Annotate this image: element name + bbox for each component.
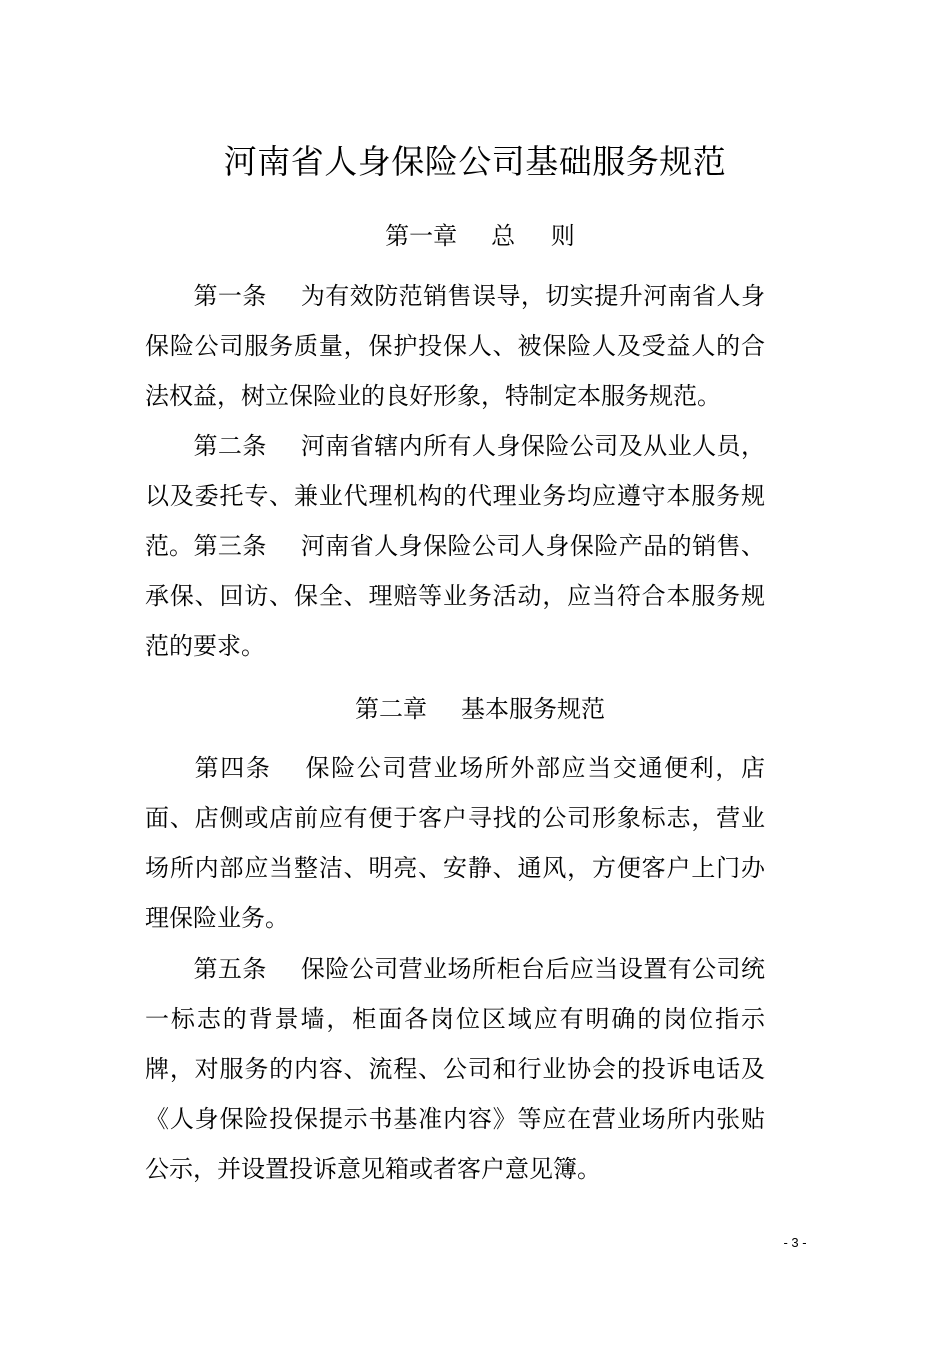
article-text: 保险公司营业场所外部应当交通便利，店面、店侧或店前应有便于客户寻找的公司形象标志，营业场所内部应当整洁、明亮、安静、通风，方便客户上门办理保险业务。 <box>145 754 766 932</box>
article-label: 第一条 <box>193 282 267 310</box>
chapter-title: 总 则 <box>491 222 589 250</box>
article-text: 为有效防范销售误导，切实提升河南省人身保险公司服务质量，保护投保人、被保险人及受益人的合法权益，树立保险业的良好形象，特制定本服务规范。 <box>145 282 766 410</box>
article-label: 第五条 <box>193 955 267 983</box>
chapter-label: 第二章 <box>355 695 427 723</box>
article-1 <box>145 271 765 421</box>
article-label: 第四条 <box>193 754 272 782</box>
chapter-title: 基本服务规范 <box>461 695 605 723</box>
article-5 <box>145 944 765 1194</box>
article-label: 第二条 <box>193 432 267 460</box>
article-4 <box>145 743 765 943</box>
page-number: - 3 - <box>783 1235 807 1250</box>
article-text: 保险公司营业场所柜台后应当设置有公司统一标志的背景墙，柜面各岗位区域应有明确的岗位指示牌，对服务的内容、流程、公司和行业协会的投诉电话及《人身保险投保提示书基准内容》等应在营业场所内张贴公示，并设置投诉意见箱或者客户意见簿。 <box>145 955 766 1183</box>
article-label: 第三条 <box>193 532 267 560</box>
article-3 <box>145 521 765 671</box>
chapter-heading-1 <box>12 219 950 253</box>
chapter-label: 第一章 <box>385 222 458 250</box>
document-title: 河南省人身保险公司基础服务规范 <box>223 142 727 181</box>
article-text: 河南省辖内所有人身保险公司及从业人员，以及委托专、兼业代理机构的代理业务均应遵守本服务规范。 <box>145 432 766 560</box>
chapter-heading-2 <box>5 692 950 726</box>
article-text: 河南省人身保险公司人身保险产品的销售、承保、回访、保全、理赔等业务活动，应当符合本服务规范的要求。 <box>145 532 766 660</box>
